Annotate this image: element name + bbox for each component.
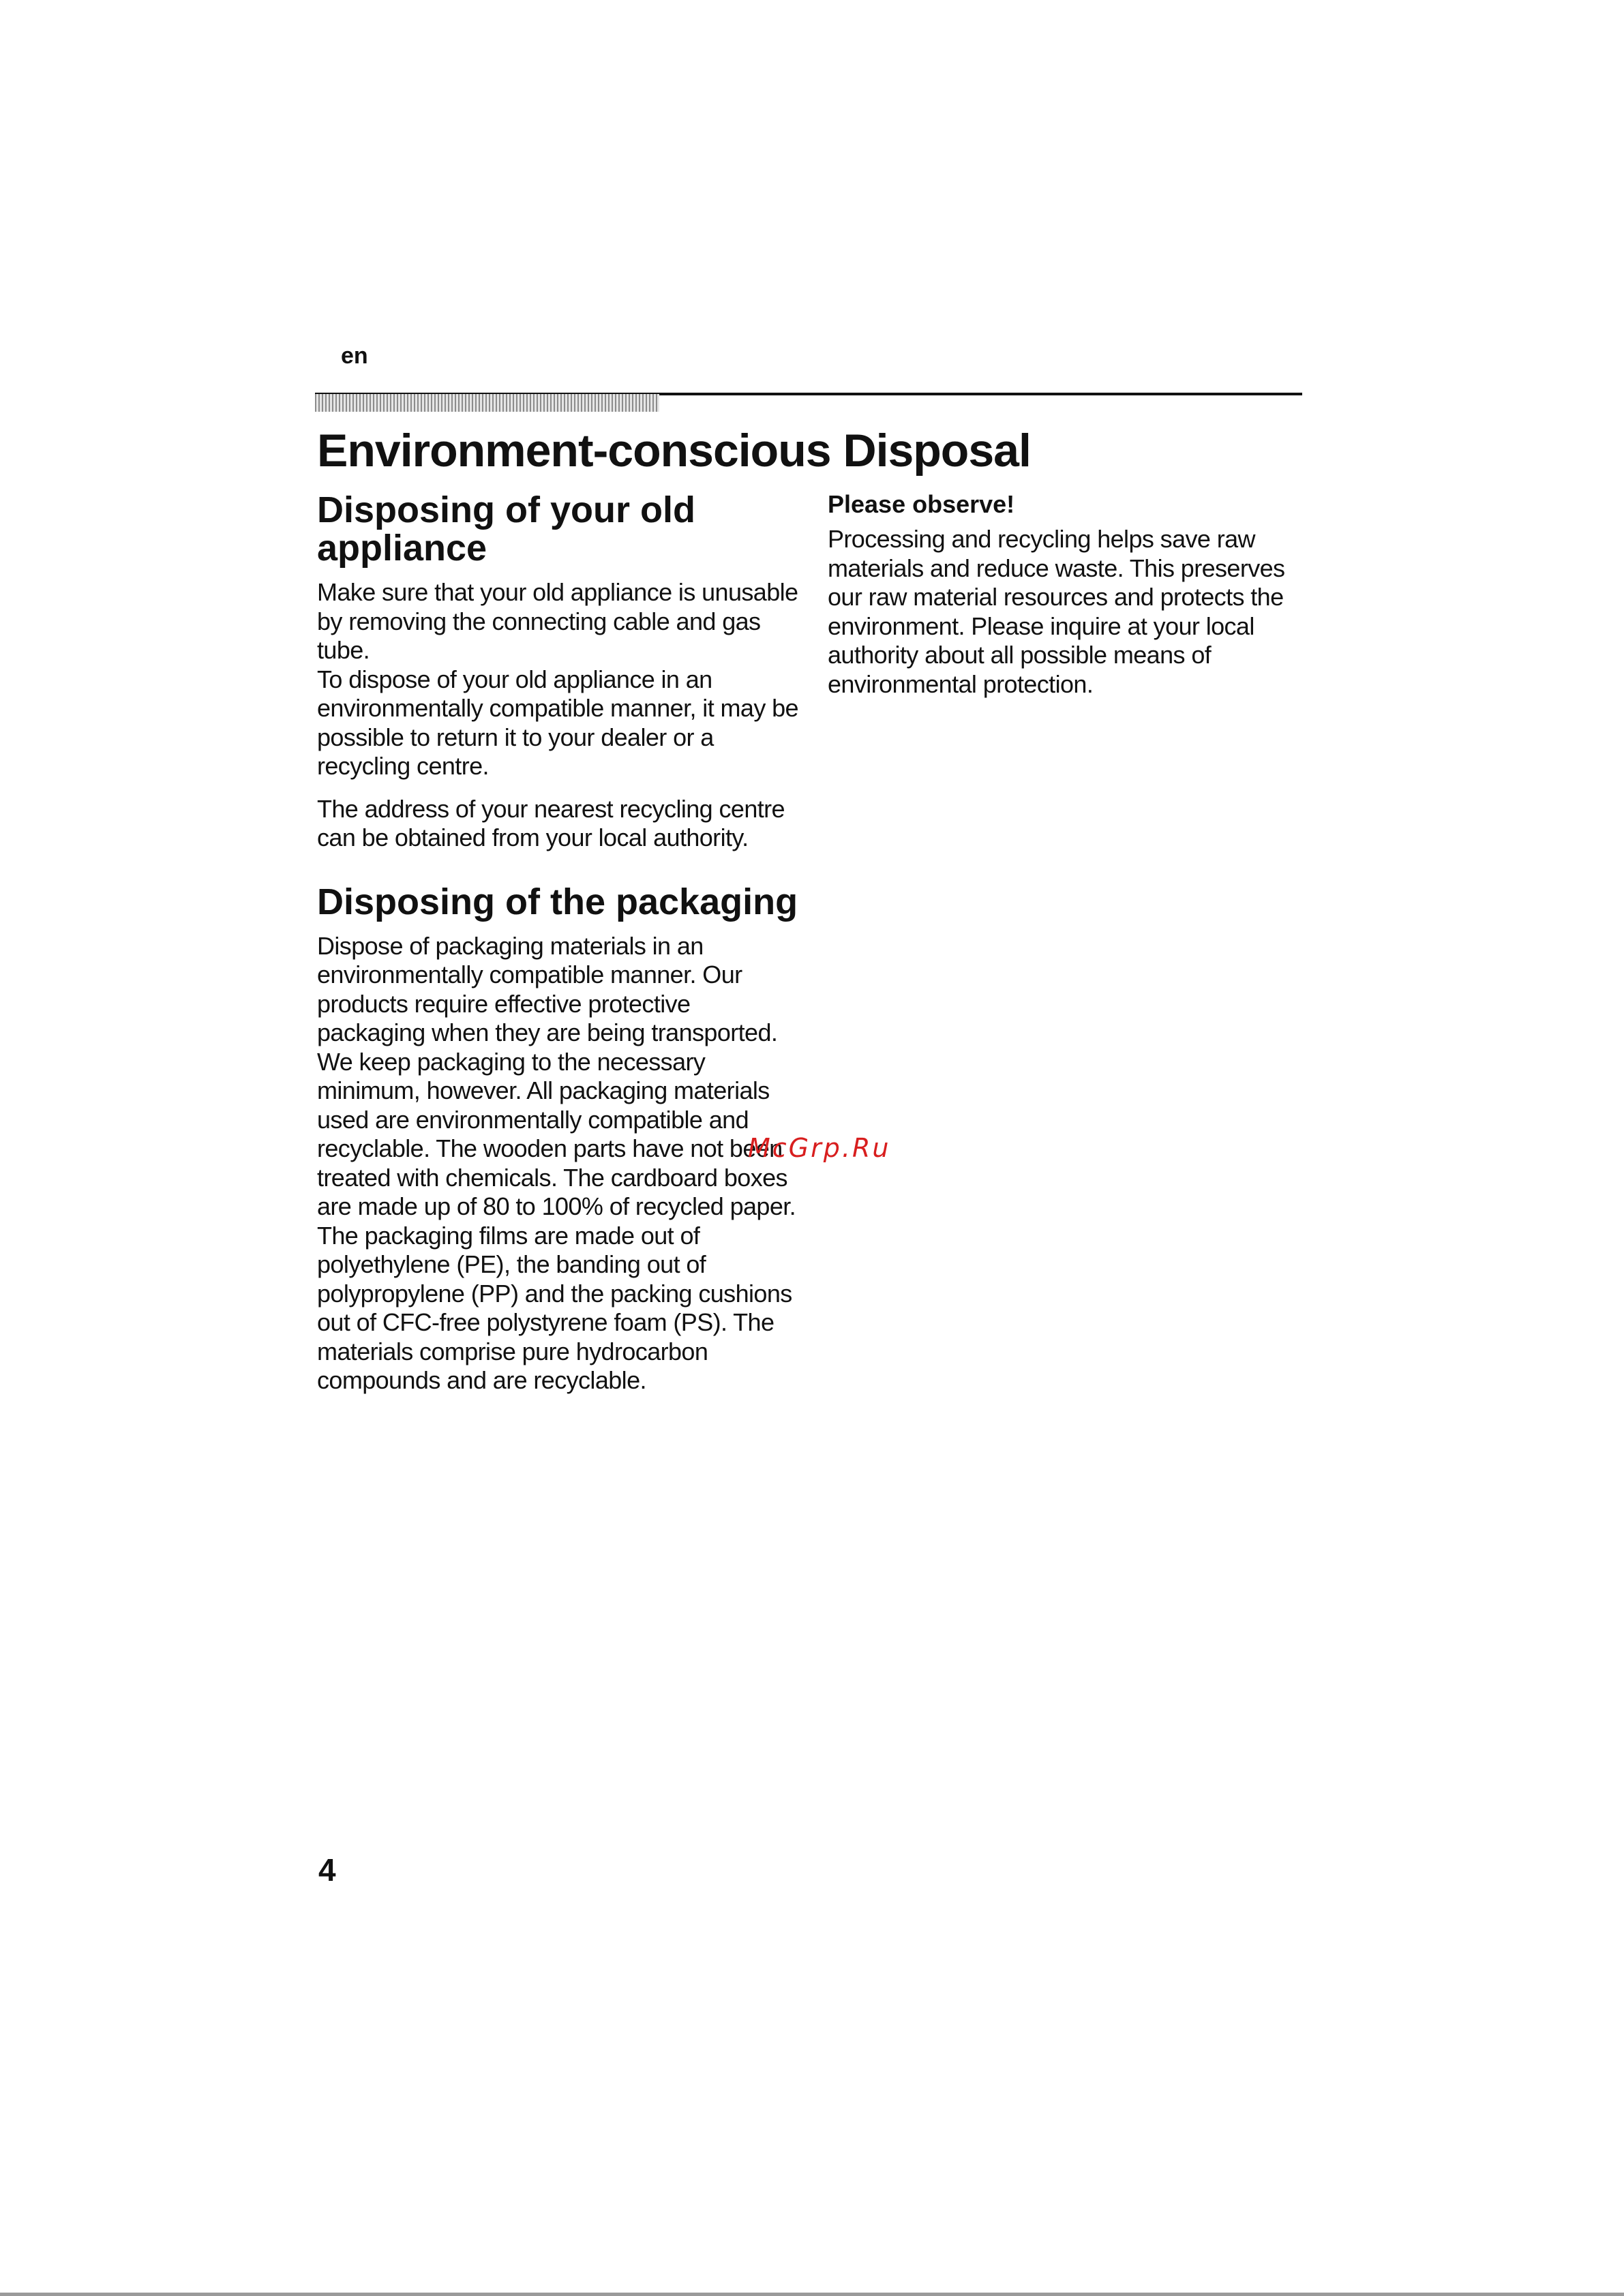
header-shaded-bar [315,394,659,412]
language-code: en [341,343,368,369]
notice-paragraph: Processing and recycling helps save raw materials and reduce waste. This preserves our raw material resources and protects the environment. Please inquire at your local authority about all possible means of environmental protection. [828,525,1285,698]
right-column [828,491,1305,699]
old-appliance-paragraph-1: Make sure that your old appliance is unusable by removing the connecting cable and gas tube. [317,578,798,664]
old-appliance-heading-line2: appliance [317,528,487,569]
old-appliance-paragraph-2: To dispose of your old appliance in an environmentally compatible manner, it may be possible to return it to your dealer or a recycling centre. [317,665,798,780]
page-number: 4 [318,1852,336,1888]
notice-heading: Please observe! [828,490,1015,518]
watermark-text: McGrp.Ru [748,1133,891,1163]
old-appliance-heading-line1: Disposing of your old [317,489,695,530]
old-appliance-paragraph-3: The address of your nearest recycling centre can be obtained from your local authority. [317,794,785,851]
page-title: Environment-conscious Disposal [317,425,1031,477]
page-bottom-edge [0,2293,1624,2296]
packaging-heading: Disposing of the packaging [317,881,798,922]
left-column [317,491,801,1395]
packaging-paragraph: Dispose of packaging materials in an environmentally compatible manner. Our products require effective protective packaging when they are being transported. We keep packaging to the necessary minimum, however. All packaging materials used are environmentally compatible and recyclable. The wooden parts have not been treated with chemicals. The cardboard boxes are made up of 80 to 100% of recycled paper. The packaging films are made out of polyethylene (PE), the banding out of polypropylene (PP) and the packing cushions out of CFC-free polystyrene foam (PS). The materials comprise pure hydrocarbon compounds and are recyclable. [317,931,796,1394]
old-appliance-heading [317,491,801,567]
